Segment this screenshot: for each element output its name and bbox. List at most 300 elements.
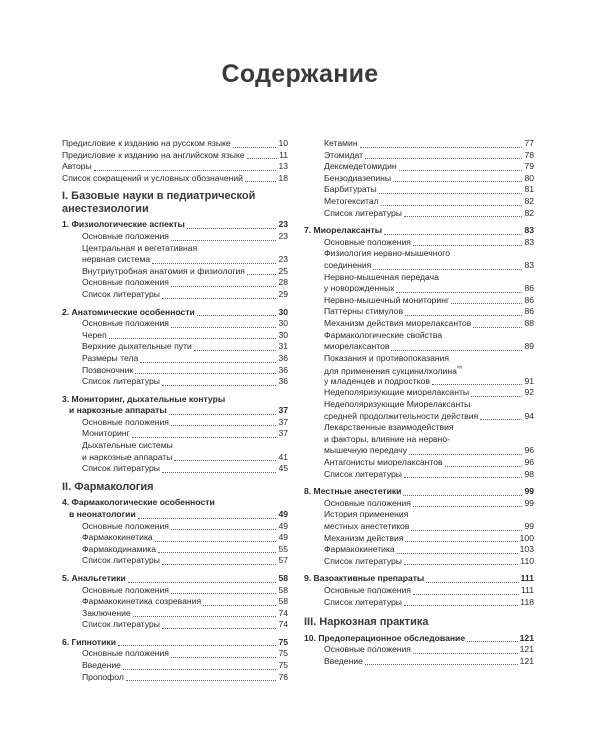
toc-entry[interactable] bbox=[304, 585, 534, 597]
dot-leader bbox=[384, 234, 522, 235]
dot-leader bbox=[187, 228, 277, 229]
toc-entry-title: Паттерны стимулов bbox=[324, 306, 404, 317]
toc-page-number: 99 bbox=[524, 521, 534, 531]
toc-page-number: 80 bbox=[524, 172, 534, 183]
toc-page-number: 96 bbox=[524, 457, 534, 468]
part-heading bbox=[62, 481, 288, 494]
toc-entry[interactable] bbox=[62, 353, 288, 365]
toc-entry[interactable] bbox=[304, 411, 534, 423]
toc-entry[interactable] bbox=[304, 469, 534, 481]
toc-entry-title: Основные положения bbox=[82, 584, 169, 595]
dot-leader bbox=[432, 384, 523, 385]
toc-page-number: 13 bbox=[278, 161, 288, 172]
toc-entry bbox=[62, 243, 288, 255]
toc-page-number: 92 bbox=[524, 387, 534, 398]
toc-page-number: 36 bbox=[278, 364, 288, 375]
toc-entry bbox=[304, 364, 534, 376]
toc-entry-title: у новорожденных bbox=[324, 283, 395, 294]
toc-entry[interactable] bbox=[304, 341, 534, 353]
toc-page-number: 81 bbox=[524, 184, 534, 195]
dot-leader bbox=[171, 529, 277, 530]
toc-page-number: 36 bbox=[278, 376, 288, 387]
toc-entry[interactable] bbox=[62, 254, 288, 266]
dot-leader bbox=[373, 269, 522, 270]
toc-entry-title: Недеполяризующие Миорелаксанты bbox=[324, 399, 471, 410]
dot-leader bbox=[360, 147, 523, 148]
toc-entry-title: мышечную передачу bbox=[324, 445, 408, 456]
toc-entry-title: Нервно-мышечный мониторинг bbox=[324, 294, 450, 305]
toc-entry-title: 6. Гипнотики bbox=[62, 636, 116, 647]
toc-column-right bbox=[304, 138, 534, 667]
toc-page-number: 99 bbox=[524, 486, 534, 497]
dot-leader bbox=[413, 594, 519, 595]
toc-entry-title: Фармакокинетика bbox=[82, 532, 153, 543]
dot-leader bbox=[405, 541, 517, 542]
toc-page-number: 23 bbox=[278, 219, 288, 230]
toc-entry[interactable] bbox=[304, 533, 534, 545]
dot-leader bbox=[365, 664, 518, 665]
toc-entry-title: Список литературы bbox=[82, 288, 160, 299]
toc-entry-title: средней продолжительности действия bbox=[324, 410, 479, 421]
toc-entry[interactable] bbox=[304, 376, 534, 388]
toc-entry[interactable] bbox=[304, 445, 534, 457]
dot-leader bbox=[152, 263, 276, 264]
toc-entry-title: Размеры тела bbox=[82, 352, 139, 363]
toc-chapter[interactable] bbox=[62, 219, 288, 231]
part-heading bbox=[304, 616, 534, 629]
toc-entry[interactable] bbox=[62, 318, 288, 330]
toc-entry-title: Метогекситал bbox=[324, 195, 379, 206]
toc-entry[interactable] bbox=[304, 196, 534, 208]
dot-leader bbox=[197, 315, 277, 316]
toc-entry-title: Основные положения bbox=[82, 648, 169, 659]
toc-page-number: 49 bbox=[278, 508, 288, 519]
toc-page-number: 86 bbox=[524, 283, 534, 294]
toc-entry-title: Список литературы bbox=[324, 468, 402, 479]
toc-entry-title: Физиология нервно-мышечного bbox=[324, 248, 450, 259]
toc-entry[interactable] bbox=[62, 608, 288, 620]
toc-entry-title: Мониторинг bbox=[82, 428, 130, 439]
toc-page-number: 77 bbox=[524, 138, 534, 148]
toc-entry[interactable] bbox=[304, 656, 534, 668]
dot-leader bbox=[171, 425, 277, 426]
toc-entry-title: Бензодиазепины bbox=[324, 172, 392, 183]
toc-entry bbox=[304, 272, 534, 284]
toc-entry-title: Внутриутробная анатомия и физиология bbox=[82, 265, 245, 276]
toc-entry-title: Авторы bbox=[62, 161, 92, 172]
part-heading bbox=[62, 190, 288, 215]
toc-entry-title: Основные положения bbox=[324, 236, 411, 247]
toc-entry[interactable] bbox=[304, 521, 534, 533]
toc-page-number: 83 bbox=[524, 259, 534, 270]
toc-entry[interactable] bbox=[62, 585, 288, 597]
dot-leader bbox=[445, 466, 523, 467]
toc-entry-title: Основные положения bbox=[324, 644, 411, 655]
toc-chapter[interactable] bbox=[62, 637, 288, 649]
toc-entry-title: Список литературы bbox=[324, 596, 402, 607]
toc-entry-title: Основные положения bbox=[82, 277, 169, 288]
dot-leader bbox=[138, 518, 277, 519]
toc-entry-title: Этомидат bbox=[324, 149, 364, 160]
toc-entry-title: Список литературы bbox=[82, 555, 160, 566]
dot-leader bbox=[409, 454, 522, 455]
toc-entry-title: Механизм действия миорелаксантов bbox=[324, 317, 472, 328]
toc-entry-title: Список литературы bbox=[82, 463, 160, 474]
dot-leader bbox=[169, 414, 277, 415]
toc-page-number: 58 bbox=[278, 572, 288, 583]
toc-page-number: 99 bbox=[524, 497, 534, 508]
dot-leader bbox=[140, 362, 276, 363]
toc-page-number: 49 bbox=[278, 532, 288, 543]
toc-page-number: 103 bbox=[519, 544, 534, 555]
toc-page-number: 75 bbox=[278, 648, 288, 659]
dot-leader bbox=[174, 460, 276, 461]
dot-leader bbox=[135, 373, 276, 374]
toc-page-number: 79 bbox=[524, 161, 534, 172]
toc-page-number: 100 bbox=[519, 532, 534, 543]
dot-leader bbox=[399, 170, 523, 171]
toc-entry[interactable] bbox=[62, 428, 288, 440]
toc-entry[interactable] bbox=[62, 463, 288, 475]
toc-entry[interactable] bbox=[62, 330, 288, 342]
toc-page-number: 91 bbox=[524, 375, 534, 386]
toc-entry[interactable] bbox=[62, 417, 288, 429]
toc-entry-title: 9. Вазоактивные препараты bbox=[304, 573, 425, 584]
toc-entry[interactable] bbox=[304, 150, 534, 162]
dot-leader bbox=[162, 472, 276, 473]
toc-chapter[interactable] bbox=[62, 307, 288, 319]
toc-entry[interactable] bbox=[62, 672, 288, 684]
toc-entry[interactable] bbox=[62, 289, 288, 301]
dot-leader bbox=[396, 292, 522, 293]
dot-leader bbox=[162, 564, 276, 565]
toc-entry-title: Фармакодинамика bbox=[82, 543, 157, 554]
toc-entry-title: Центральная и вегетативная bbox=[82, 242, 198, 253]
toc-chapter[interactable] bbox=[304, 486, 534, 498]
toc-page-number: 55 bbox=[278, 543, 288, 554]
toc-entry-title: 2. Анатомические особенности bbox=[62, 306, 195, 317]
toc-entry[interactable] bbox=[62, 544, 288, 556]
toc-entry bbox=[304, 509, 534, 521]
toc-page-number: 18 bbox=[278, 172, 288, 183]
dot-leader bbox=[247, 158, 277, 159]
toc-entry bbox=[304, 330, 534, 342]
toc-entry[interactable] bbox=[304, 283, 534, 295]
toc-entry[interactable] bbox=[62, 660, 288, 672]
toc-page-number: 30 bbox=[278, 318, 288, 329]
dot-leader bbox=[405, 315, 522, 316]
toc-page-number: 82 bbox=[524, 207, 534, 218]
toc-entry[interactable] bbox=[62, 521, 288, 533]
dot-leader bbox=[473, 327, 522, 328]
toc-page-number: 57 bbox=[278, 555, 288, 566]
toc-entry bbox=[304, 434, 534, 446]
toc-page-number: 83 bbox=[524, 225, 534, 236]
dot-leader bbox=[171, 286, 277, 287]
toc-entry[interactable] bbox=[62, 161, 288, 173]
toc-entry-title: Список литературы bbox=[82, 376, 160, 387]
toc-page-number: 36 bbox=[278, 352, 288, 363]
toc-entry-title: у младенцев и подростков bbox=[324, 375, 430, 386]
toc-entry-title: Позвоночник bbox=[82, 364, 134, 375]
toc-entry[interactable] bbox=[62, 376, 288, 388]
toc-chapter bbox=[62, 497, 288, 509]
toc-entry[interactable] bbox=[304, 644, 534, 656]
toc-entry-title: Список литературы bbox=[324, 207, 402, 218]
toc-page-number: 29 bbox=[278, 288, 288, 299]
toc-page-number: 111 bbox=[520, 573, 534, 584]
toc-page-number: 30 bbox=[278, 329, 288, 340]
dot-leader bbox=[404, 564, 518, 565]
dot-leader bbox=[391, 350, 522, 351]
dot-leader bbox=[171, 327, 277, 328]
toc-entry[interactable] bbox=[304, 556, 534, 568]
toc-entry bbox=[304, 353, 534, 365]
toc-entry[interactable] bbox=[62, 150, 288, 162]
dot-leader bbox=[247, 274, 277, 275]
dot-leader bbox=[155, 541, 277, 542]
toc-page-number: 78 bbox=[524, 149, 534, 160]
toc-entry-title: Дыхательные системы bbox=[82, 440, 173, 451]
toc-entry bbox=[304, 248, 534, 260]
dot-leader bbox=[118, 645, 276, 646]
dot-leader bbox=[132, 437, 277, 438]
toc-chapter[interactable] bbox=[62, 573, 288, 585]
toc-entry-title: Основные положения bbox=[324, 497, 411, 508]
toc-page-number: 121 bbox=[519, 655, 534, 666]
dot-leader bbox=[233, 147, 277, 148]
toc-page-number: 37 bbox=[278, 405, 288, 416]
toc-entry-title: Показания и противопоказания bbox=[324, 352, 450, 363]
toc-chapter bbox=[62, 394, 288, 406]
dot-leader bbox=[467, 641, 518, 642]
toc-entry-title: Недеполяризующие миорелаксанты bbox=[324, 387, 470, 398]
toc-page-number: 10 bbox=[278, 138, 288, 148]
dot-leader bbox=[403, 495, 522, 496]
toc-entry-title: Антагонисты миорелаксантов bbox=[324, 457, 443, 468]
toc-chapter[interactable] bbox=[62, 405, 288, 417]
dot-leader bbox=[413, 653, 518, 654]
toc-entry-title: Фармакокинетика созревания bbox=[82, 596, 202, 607]
toc-entry-title: Фармакокинетика bbox=[324, 544, 395, 555]
toc-chapter[interactable] bbox=[304, 573, 534, 585]
dot-leader bbox=[133, 616, 277, 617]
toc-entry-title: 5. Анальгетики bbox=[62, 572, 126, 583]
toc-entry[interactable] bbox=[304, 208, 534, 220]
toc-page-number: 28 bbox=[278, 277, 288, 288]
toc-page-number: 83 bbox=[524, 236, 534, 247]
part-heading-line: II. Фармакология bbox=[62, 480, 154, 493]
toc-chapter[interactable] bbox=[304, 633, 534, 645]
toc-entry-title: Основные положения bbox=[82, 318, 169, 329]
dot-leader bbox=[397, 553, 518, 554]
toc-chapter[interactable] bbox=[304, 225, 534, 237]
toc-page-number: 111 bbox=[520, 584, 534, 595]
dot-leader bbox=[411, 530, 522, 531]
toc-entry[interactable] bbox=[304, 184, 534, 196]
toc-entry-title: Предисловие к изданию на русском языке bbox=[62, 138, 231, 148]
toc-entry-title: Дексмедетомидин bbox=[324, 161, 397, 172]
toc-entry-title: миорелаксантов bbox=[324, 341, 390, 352]
dot-leader bbox=[203, 605, 276, 606]
toc-column-left bbox=[62, 138, 288, 683]
toc-entry-title: Список сокращений и условных обозначений bbox=[62, 172, 243, 183]
part-heading-line: I. Базовые науки в педиатрической bbox=[62, 190, 256, 203]
dot-leader bbox=[123, 669, 277, 670]
dot-leader bbox=[94, 170, 277, 171]
toc-page-number: 25 bbox=[278, 265, 288, 276]
toc-entry-title: для применения сукцинилхолина$^{ᴬᴴ}$ bbox=[324, 366, 463, 377]
toc-page-number: 75 bbox=[278, 636, 288, 647]
toc-page-number: 74 bbox=[278, 607, 288, 618]
toc-entry-title: 4. Фармакологические особенности bbox=[62, 497, 215, 508]
toc-page-number: 82 bbox=[524, 195, 534, 206]
dot-leader bbox=[171, 240, 277, 241]
toc-page-number: 94 bbox=[524, 410, 534, 421]
toc-entry[interactable] bbox=[304, 457, 534, 469]
toc-page-number: 37 bbox=[278, 416, 288, 427]
toc-entry-title: 7. Миорелаксанты bbox=[304, 225, 383, 236]
toc-entry-title: Череп bbox=[82, 329, 107, 340]
toc-entry bbox=[304, 399, 534, 411]
page-title: Содержание bbox=[221, 60, 379, 88]
toc-entry[interactable] bbox=[304, 498, 534, 510]
toc-entry[interactable] bbox=[62, 619, 288, 631]
toc-page-number: 30 bbox=[278, 306, 288, 317]
toc-page-number: 121 bbox=[519, 644, 534, 655]
toc-entry-title: Верхние дыхательные пути bbox=[82, 341, 192, 352]
dot-leader bbox=[404, 605, 518, 606]
toc-entry-title: Основные положения bbox=[82, 520, 169, 531]
toc-page-number: 89 bbox=[524, 341, 534, 352]
toc-entry[interactable] bbox=[304, 260, 534, 272]
dot-leader bbox=[426, 582, 518, 583]
toc-page-number: 96 bbox=[524, 445, 534, 456]
toc-page-number: 58 bbox=[278, 584, 288, 595]
toc-entry[interactable] bbox=[62, 341, 288, 353]
toc-entry[interactable] bbox=[304, 237, 534, 249]
toc-entry-title: Пропофол bbox=[82, 671, 124, 682]
footnote-mark: ᴬᴴ bbox=[456, 366, 463, 373]
toc-page-number: 45 bbox=[278, 463, 288, 474]
toc-page-number: 58 bbox=[278, 596, 288, 607]
toc-entry[interactable] bbox=[62, 555, 288, 567]
toc-entry[interactable] bbox=[304, 318, 534, 330]
toc-entry-title: местных анестетиков bbox=[324, 521, 410, 531]
dot-leader bbox=[245, 181, 276, 182]
toc-page-number: 110 bbox=[520, 555, 534, 566]
toc-page-number: 88 bbox=[524, 317, 534, 328]
toc-entry[interactable] bbox=[304, 138, 534, 150]
toc-entry-title: Заключение bbox=[82, 607, 131, 618]
toc-entry[interactable] bbox=[62, 596, 288, 608]
toc-page-number: 11 bbox=[279, 149, 288, 160]
toc-entry bbox=[304, 422, 534, 434]
toc-page-number: 121 bbox=[519, 632, 534, 643]
toc-entry-title: Основные положения bbox=[82, 230, 169, 241]
dot-leader bbox=[471, 396, 522, 397]
part-heading-line: анестезиологии bbox=[62, 202, 149, 215]
dot-leader bbox=[381, 205, 523, 206]
dot-leader bbox=[128, 582, 277, 583]
toc-page-number: 86 bbox=[524, 306, 534, 317]
toc-entry-title: и наркозные аппараты bbox=[69, 405, 167, 416]
toc-entry[interactable] bbox=[304, 597, 534, 609]
toc-entry[interactable] bbox=[304, 544, 534, 556]
toc-entry-title: Барбитураты bbox=[324, 184, 377, 195]
part-heading-line: III. Наркозная практика bbox=[304, 616, 429, 629]
toc-page-number: 23 bbox=[278, 230, 288, 241]
dot-leader bbox=[162, 298, 276, 299]
toc-page-number: 118 bbox=[520, 596, 534, 607]
toc-entry-title: и наркозные аппараты bbox=[82, 451, 173, 462]
toc-entry-title: Основные положения bbox=[82, 416, 169, 427]
toc-entry-title: Лекарственные взаимодействия bbox=[324, 422, 454, 433]
toc-entry[interactable] bbox=[304, 387, 534, 399]
toc-page-number: 37 bbox=[278, 428, 288, 439]
toc-entry-title: История применения bbox=[324, 509, 409, 520]
toc-entry-title: 10. Предоперационное обследование bbox=[304, 632, 466, 643]
toc-entry[interactable] bbox=[62, 532, 288, 544]
dot-leader bbox=[404, 477, 522, 478]
dot-leader bbox=[393, 181, 522, 182]
toc-entry[interactable] bbox=[62, 138, 288, 150]
toc-entry-title: и факторы, влияние на нервно- bbox=[324, 433, 450, 444]
toc-entry[interactable] bbox=[62, 648, 288, 660]
dot-leader bbox=[171, 657, 277, 658]
toc-entry[interactable] bbox=[304, 306, 534, 318]
toc-entry-title: Основные положения bbox=[324, 584, 411, 595]
toc-entry-title: 3. Мониторинг, дыхательные контуры bbox=[62, 393, 226, 404]
dot-leader bbox=[480, 419, 522, 420]
toc-entry-title: в неонатологии bbox=[69, 508, 136, 519]
dot-leader bbox=[162, 385, 276, 386]
dot-leader bbox=[413, 245, 523, 246]
toc-entry-title: Предисловие к изданию на английском языке bbox=[62, 149, 245, 160]
toc-entry[interactable] bbox=[304, 173, 534, 185]
toc-entry[interactable] bbox=[62, 365, 288, 377]
toc-chapter[interactable] bbox=[62, 509, 288, 521]
toc-entry[interactable] bbox=[304, 295, 534, 307]
toc-entry-title: 8. Местные анестетики bbox=[304, 486, 402, 497]
toc-entry-title: Список литературы bbox=[82, 619, 160, 630]
toc-entry[interactable] bbox=[62, 452, 288, 464]
toc-page-number: 74 bbox=[278, 619, 288, 630]
dot-leader bbox=[162, 628, 276, 629]
toc-page-number: 86 bbox=[524, 294, 534, 305]
toc-entry-title: Нервно-мышечная передача bbox=[324, 271, 439, 282]
dot-leader bbox=[365, 158, 522, 159]
toc-entry[interactable] bbox=[62, 173, 288, 185]
toc-page-number: 75 bbox=[278, 660, 288, 671]
toc-entry-title: Список литературы bbox=[324, 555, 402, 566]
toc-entry-title: Кетамин bbox=[324, 138, 358, 148]
toc-entry[interactable] bbox=[62, 231, 288, 243]
toc-page-number: 98 bbox=[524, 468, 534, 479]
dot-leader bbox=[404, 216, 522, 217]
dot-leader bbox=[158, 552, 276, 553]
toc-entry-title: соединения bbox=[324, 259, 372, 270]
toc-entry-title: Введение bbox=[82, 660, 121, 671]
dot-leader bbox=[109, 338, 277, 339]
toc-page-number: 31 bbox=[278, 341, 288, 352]
dot-leader bbox=[413, 506, 523, 507]
toc-entry bbox=[62, 440, 288, 452]
toc-entry-title: Механизм действия bbox=[324, 532, 404, 543]
toc-entry[interactable] bbox=[62, 277, 288, 289]
toc-entry[interactable] bbox=[62, 266, 288, 278]
toc-entry[interactable] bbox=[304, 161, 534, 173]
